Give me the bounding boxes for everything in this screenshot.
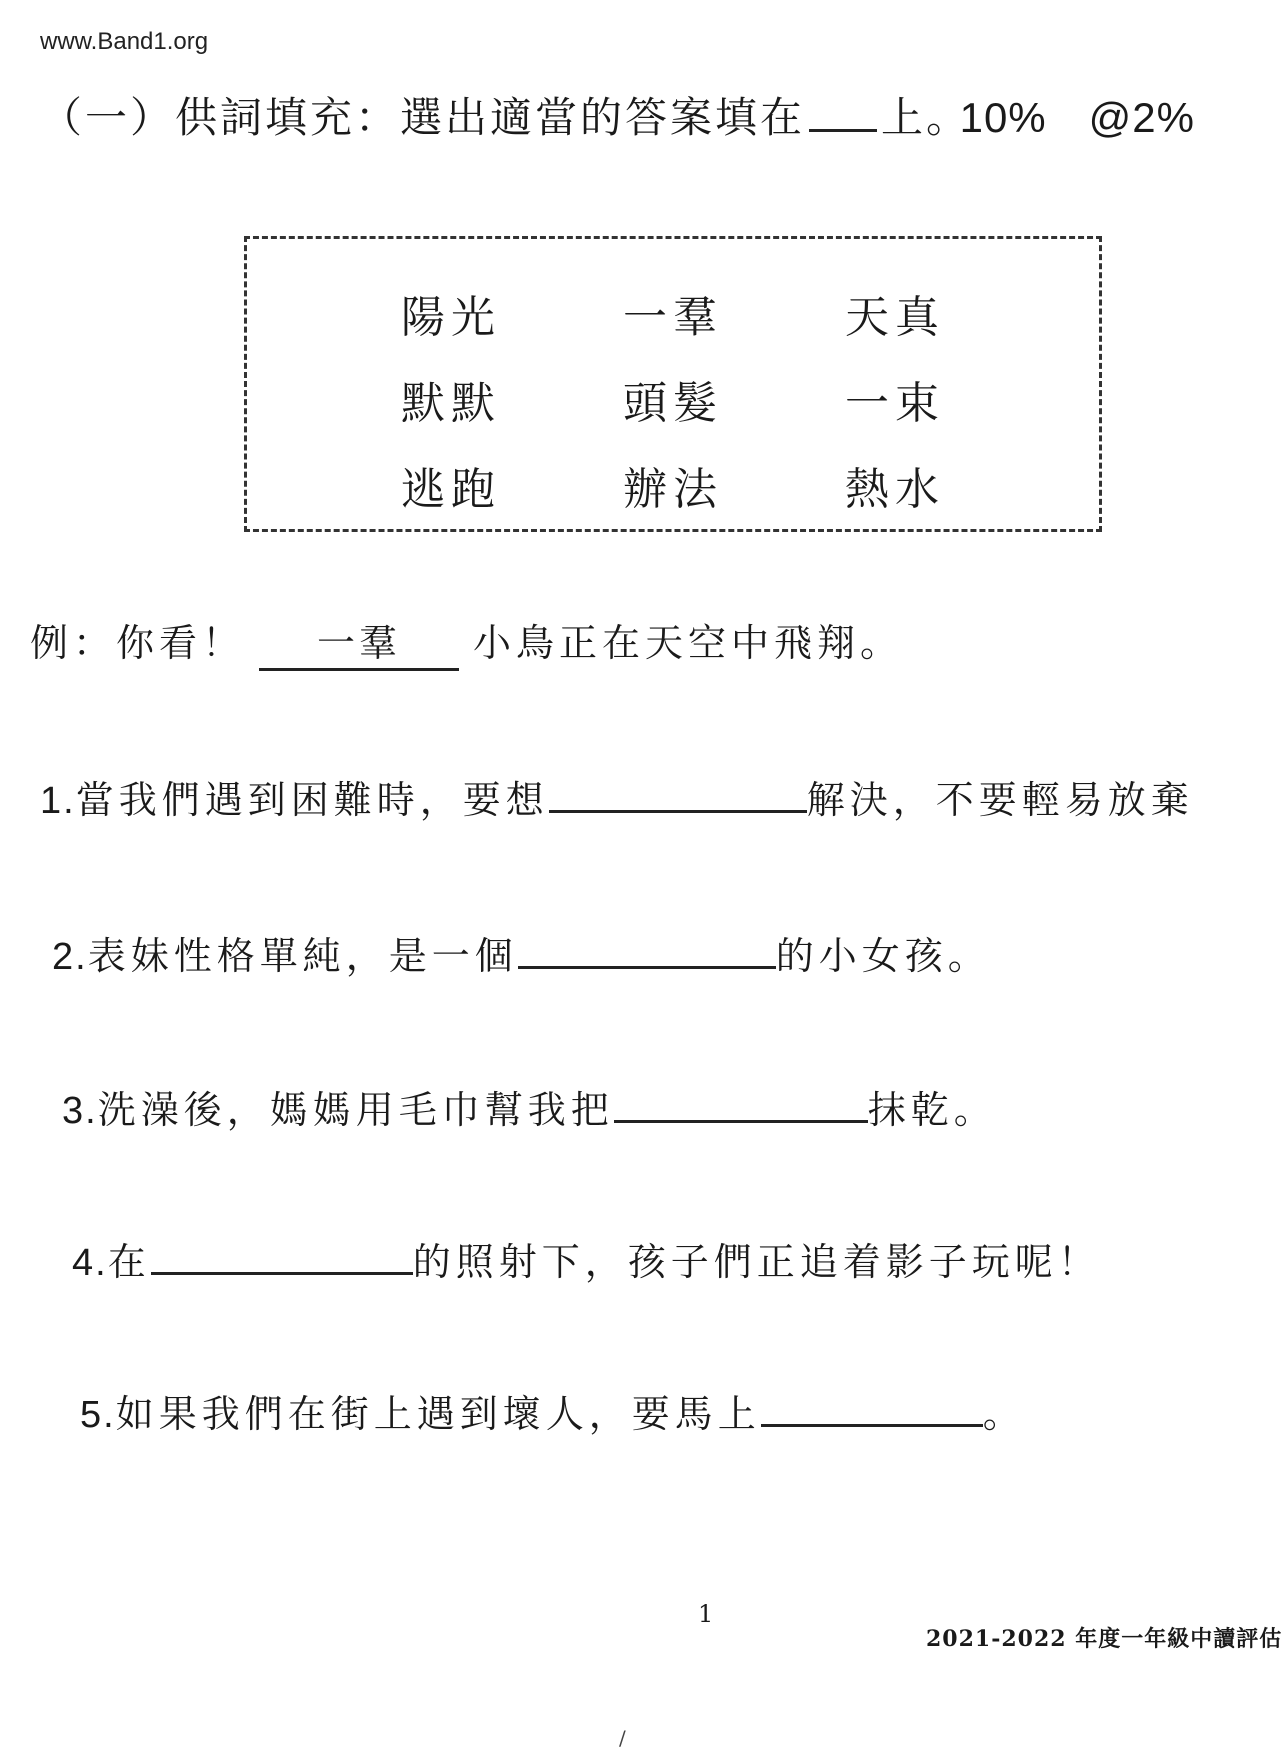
- question-text-after: 抹乾。: [867, 1088, 997, 1132]
- site-url: www.Band1.org: [40, 28, 209, 55]
- word-bank-box: [244, 236, 1102, 532]
- question-number: 4.: [72, 1242, 108, 1284]
- word-bank-item: 熱水: [845, 464, 945, 515]
- question-text-after: 解決，不要輕易放棄: [806, 778, 1194, 822]
- section-heading: [40, 88, 1220, 148]
- question-number: 5.: [80, 1394, 116, 1436]
- word-bank-item: 頭髮: [623, 378, 723, 429]
- heading-title-prefix: （一）供詞填充：選出適當的答案填在: [40, 93, 806, 142]
- answer-blank[interactable]: [518, 930, 776, 969]
- answer-blank[interactable]: [151, 1236, 413, 1275]
- word-bank-item: 辦法: [623, 464, 723, 515]
- question-text-before: 洗澡後，媽媽用毛巾幫我把: [97, 1088, 614, 1132]
- word-bank-item: 一羣: [623, 292, 723, 343]
- scan-mark: /: [619, 1726, 626, 1750]
- word-bank-item: 默默: [401, 378, 501, 429]
- answer-blank[interactable]: [614, 1084, 868, 1123]
- question-3: [62, 1084, 997, 1136]
- heading-title-suffix: 上。: [881, 93, 972, 142]
- score-each: @2%: [1088, 94, 1195, 141]
- answer-blank[interactable]: [761, 1388, 983, 1427]
- word-bank-item: 陽光: [401, 292, 501, 343]
- score-total: 10%: [959, 94, 1047, 141]
- question-text-before: 表妹性格單純，是一個: [87, 934, 518, 978]
- heading-blank-sample: [809, 95, 877, 132]
- answer-blank[interactable]: [549, 774, 807, 813]
- word-bank-item: 天真: [845, 292, 945, 343]
- question-text-after: 的照射下，孩子們正追着影子玩呢！: [412, 1240, 1101, 1284]
- score-info: [960, 88, 1195, 148]
- example-sentence: [30, 618, 903, 671]
- question-text-before: 當我們遇到困難時，要想: [75, 778, 549, 822]
- example-suffix: 小鳥正在天空中飛翔。: [473, 621, 904, 665]
- question-text-after: 。: [982, 1392, 1026, 1436]
- word-bank-item: 一束: [845, 378, 945, 429]
- question-text-after: 的小女孩。: [775, 934, 991, 978]
- question-text-before: 如果我們在街上遇到壞人，要馬上: [115, 1392, 761, 1436]
- question-4: [72, 1236, 1101, 1288]
- question-number: 2.: [52, 936, 88, 978]
- question-1: [40, 774, 1194, 826]
- question-number: 3.: [62, 1090, 98, 1132]
- question-number: 1.: [40, 780, 76, 822]
- example-answer: 一羣: [259, 618, 459, 671]
- word-bank-item: 逃跑: [401, 464, 501, 515]
- question-2: [52, 930, 991, 982]
- question-5: [80, 1388, 1026, 1440]
- page-number: 1: [698, 1600, 714, 1628]
- word-bank-grid: [247, 239, 1099, 529]
- example-prefix: 例：你看！: [30, 621, 246, 665]
- question-text-before: 在: [107, 1240, 151, 1284]
- footer-label: 2021-2022 年度一年級中讀評估: [926, 1626, 1282, 1652]
